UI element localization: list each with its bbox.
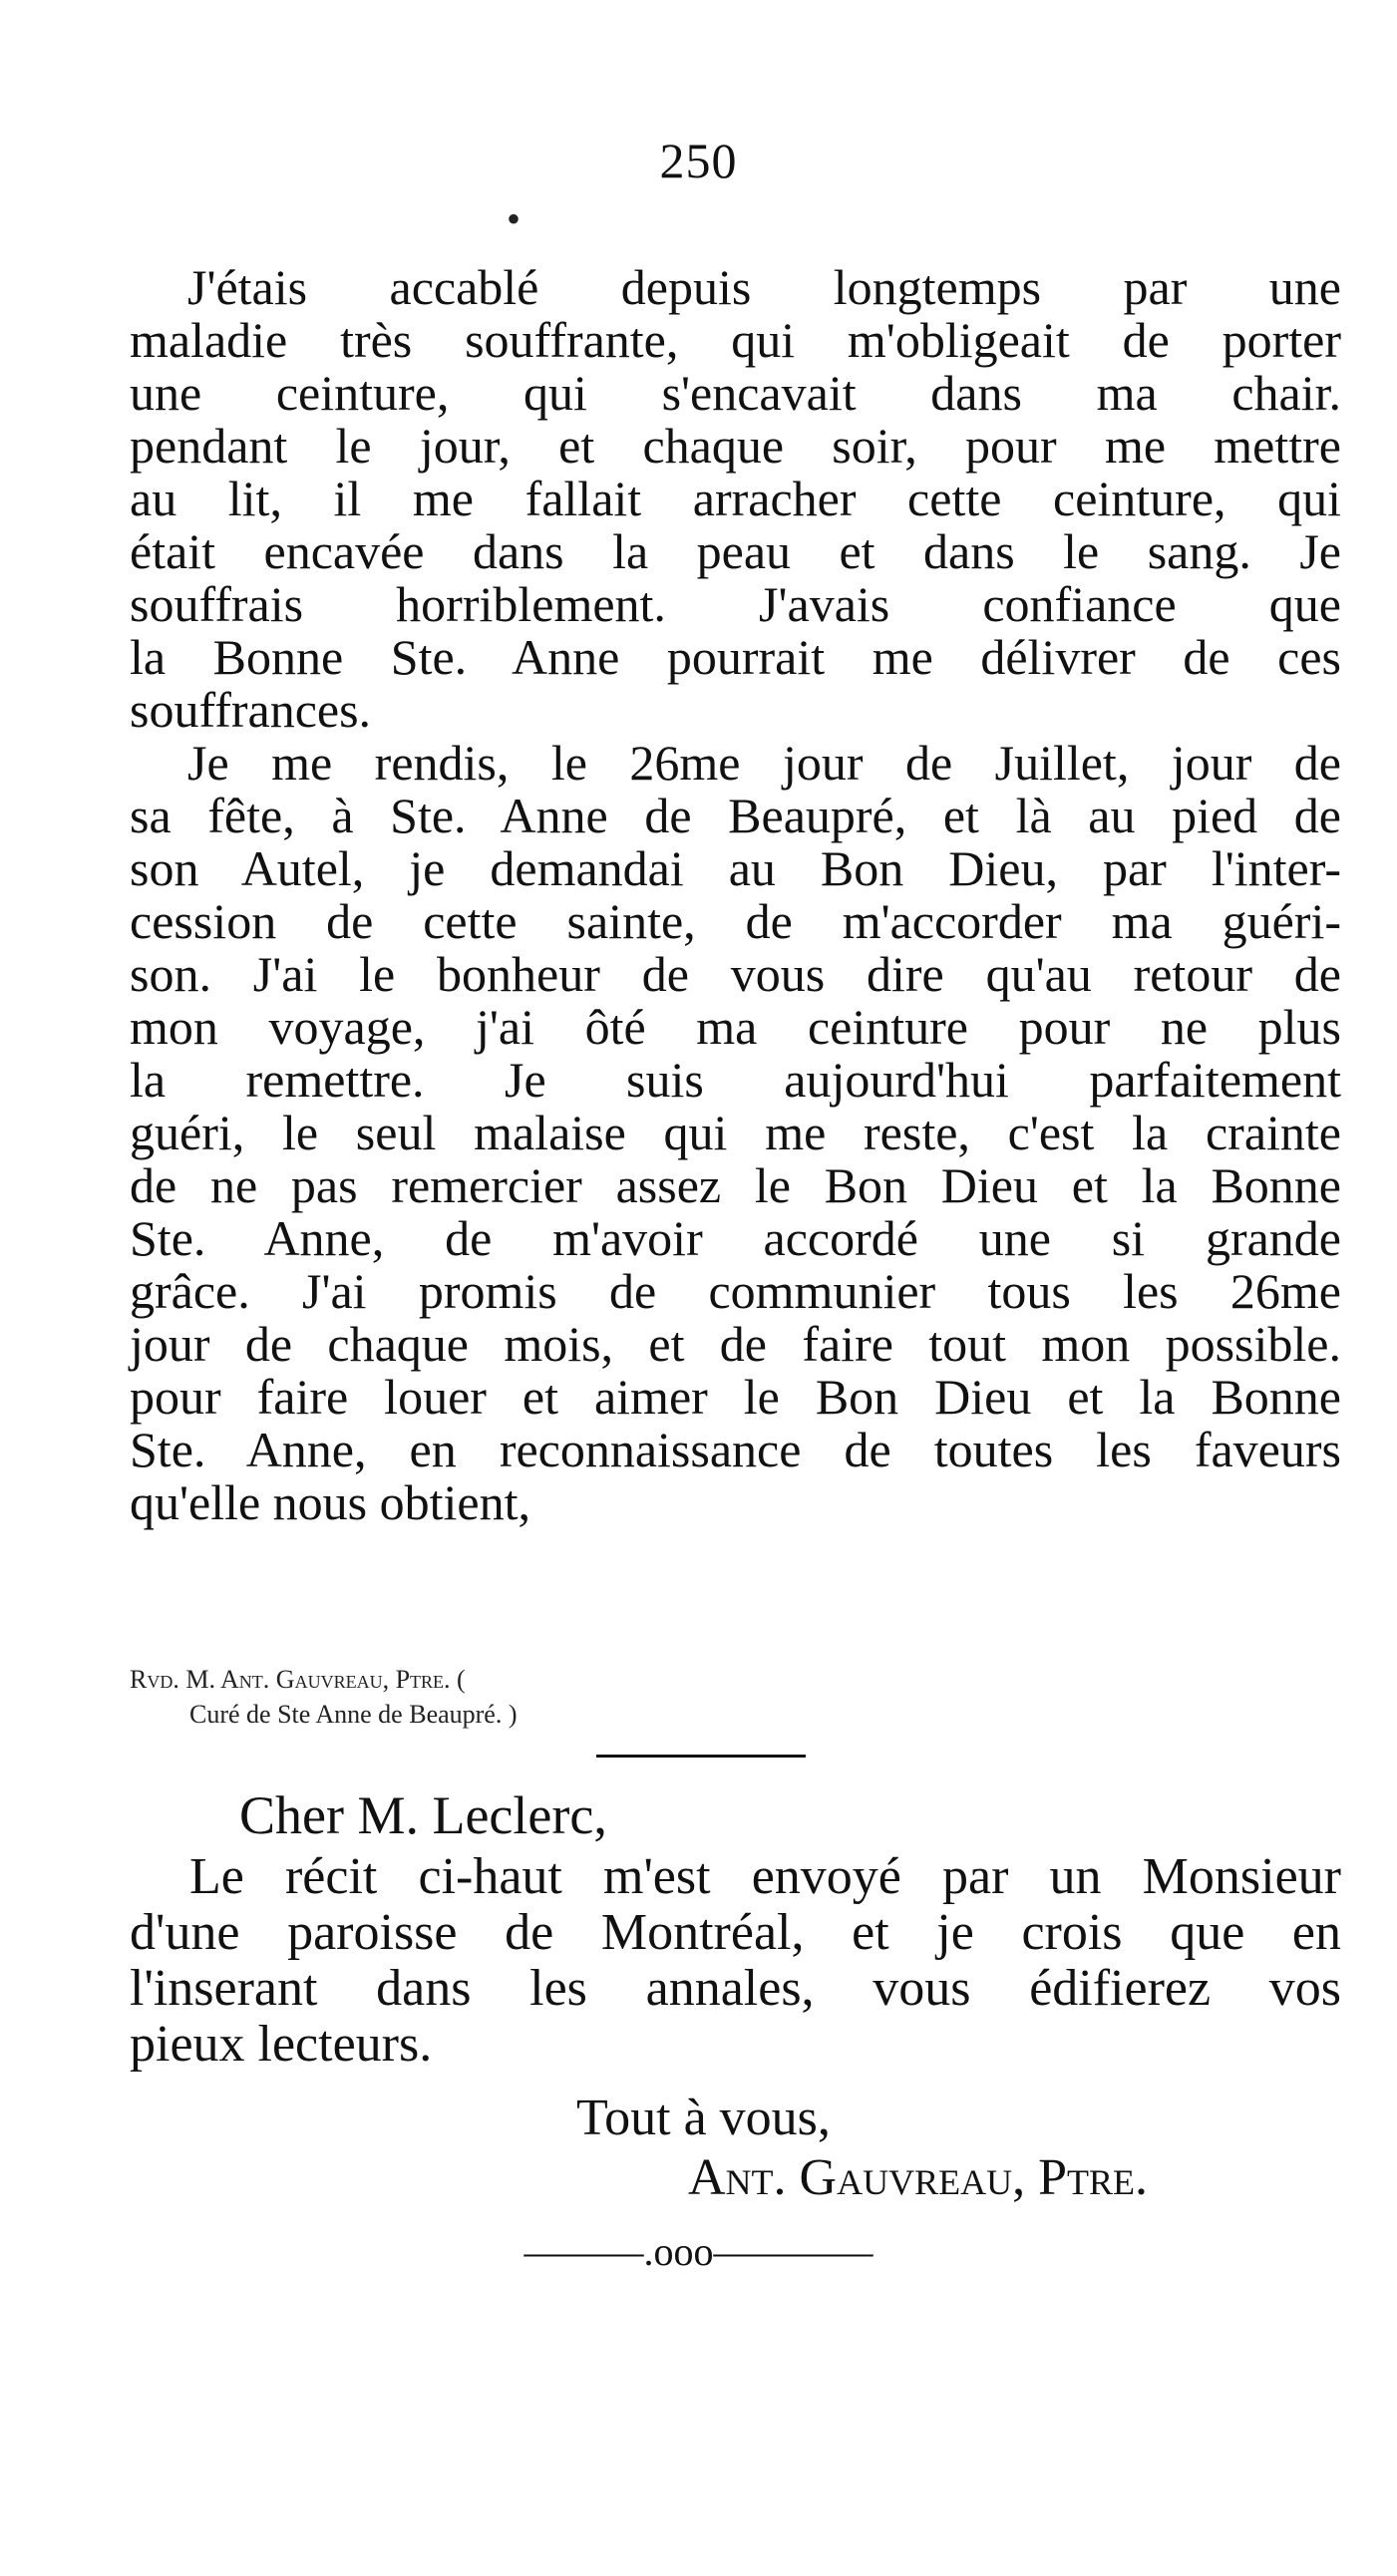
text-line: J'étais accablé depuis longtemps par une <box>187 259 1341 315</box>
text-line: guéri, le seul malaise qui me reste, c'est la crainte <box>130 1105 1341 1160</box>
testimony-paragraph <box>130 261 1341 1529</box>
text-line: pendant le jour, et chaque soir, pour me mettre <box>130 418 1341 474</box>
letter-paragraph <box>130 1849 1341 2073</box>
text-line: était encavée dans la peau et dans le sang. Je <box>130 523 1341 579</box>
text-line: Ste. Anne, en reconnaissance de toutes les faveurs <box>130 1422 1341 1477</box>
text-line: jour de chaque mois, et de faire tout mon possible. <box>130 1316 1341 1372</box>
text-line: l'inserant dans les annales, vous édifierez vos <box>130 1960 1341 2017</box>
page-number: 250 <box>659 133 738 188</box>
signature-small-line-2: Curé de Ste Anne de Beaupré. ) <box>189 1700 518 1729</box>
text-line: mon voyage, j'ai ôté ma ceinture pour ne plus <box>130 999 1341 1055</box>
text-line: la Bonne Ste. Anne pourrait me délivrer de ces <box>130 629 1341 685</box>
text-line: cession de cette sainte, de m'accorder ma guéri- <box>130 893 1341 949</box>
divider-rule <box>596 1755 806 1758</box>
text-line: une ceinture, qui s'encavait dans ma chair. <box>130 365 1341 421</box>
text-line: de ne pas remercier assez le Bon Dieu et la Bonne <box>130 1157 1341 1213</box>
text-line: maladie très souffrante, qui m'obligeait de porter <box>130 312 1341 368</box>
text-line: Le récit ci-haut m'est envoyé par un Monsieur <box>189 1848 1341 1905</box>
text-line: son Autel, je demandai au Bon Dieu, par l'inter- <box>130 840 1341 896</box>
text-line: Ste. Anne, de m'avoir accordé une si grande <box>130 1210 1341 1266</box>
closing: Tout à vous, <box>576 2090 831 2146</box>
text-line: sa fête, à Ste. Anne de Beaupré, et là au pied de <box>130 788 1341 843</box>
salutation: Cher M. Leclerc, <box>239 1785 607 1845</box>
text-line: au lit, il me fallait arracher cette ceinture, qui <box>130 471 1341 526</box>
text-line: souffrais horriblement. J'avais confiance que <box>130 576 1341 632</box>
signature-small-line-1: Rvd. M. Ant. Gauvreau, Ptre. ( <box>130 1665 466 1694</box>
text-line: la remettre. Je suis aujourd'hui parfaitement <box>130 1052 1341 1108</box>
text-line: grâce. J'ai promis de communier tous les 26me <box>130 1263 1341 1319</box>
text-line: pour faire louer et aimer le Bon Dieu et la Bonne <box>130 1369 1341 1425</box>
text-line: souffrances. <box>130 682 372 738</box>
text-line: pieux lecteurs. <box>130 2016 433 2073</box>
text-line: qu'elle nous obtient, <box>130 1474 531 1530</box>
stray-mark: • <box>507 196 522 241</box>
text-line: son. J'ai le bonheur de vous dire qu'au retour de <box>130 946 1341 1002</box>
section-separator: ———.ooo———— <box>524 2229 873 2274</box>
letter-signature: Ant. Gauvreau, Ptre. <box>688 2149 1148 2206</box>
text-line: Je me rendis, le 26me jour de Juillet, jour de <box>187 735 1341 791</box>
text-line: d'une paroisse de Montréal, et je crois que en <box>130 1904 1341 1961</box>
